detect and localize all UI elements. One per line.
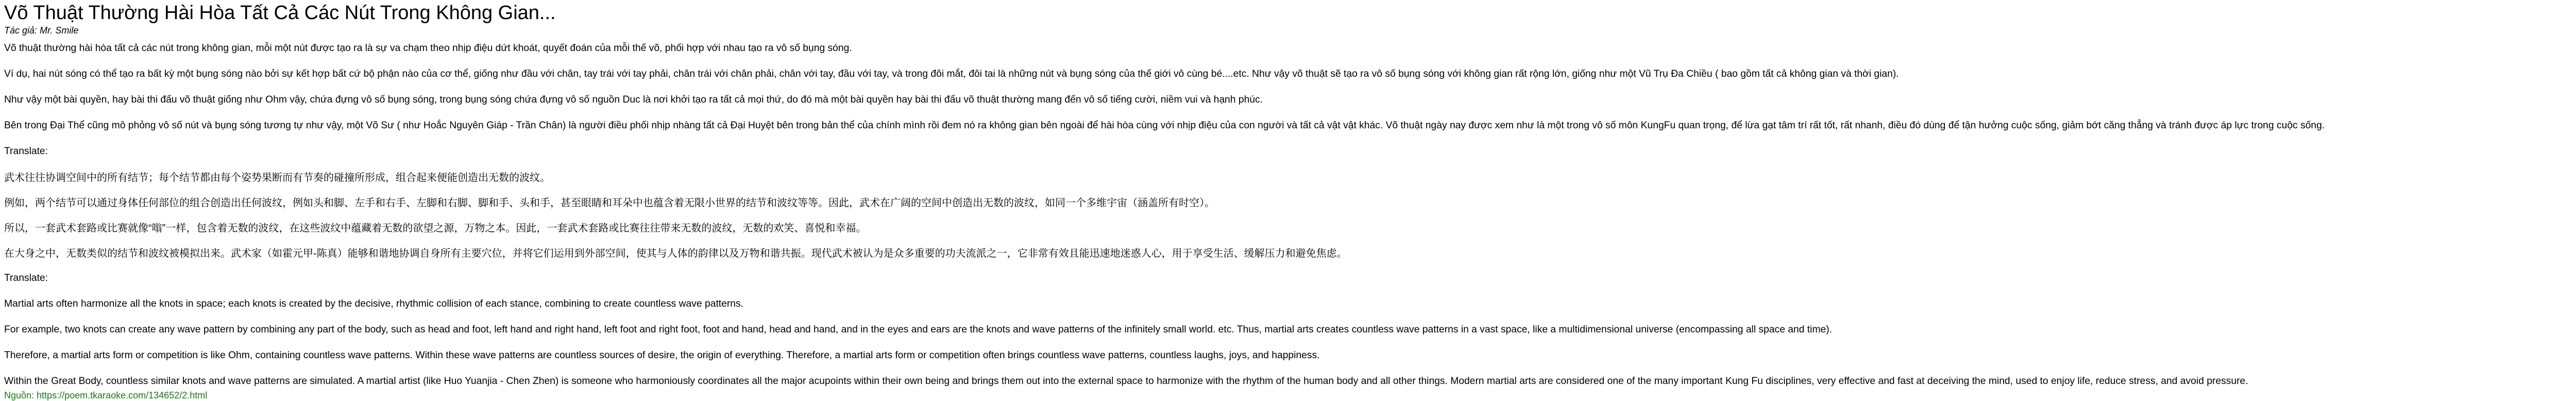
author-line: Tác giả: Mr. Smile	[4, 25, 79, 36]
vietnamese-paragraph: Như vậy một bài quyền, hay bài thi đấu võ thuật giống như Ohm vậy, chứa đựng vô số bụng sóng, trong bụng sóng chứa đựng vô số nguồn Duc là nơi khởi tạo ra tất cả mọi thứ, do đó mà một bài quyền hay bài thi đấu võ thuật thường mang đến vô số tiếng cười, niềm vui và hạnh phúc.	[4, 94, 1263, 105]
english-paragraph: Therefore, a martial arts form or competition is like Ohm, containing countless wave patterns. Within these wave patterns are countless sources of desire, the origin of everything. Therefore, a martial arts form or competition often brings countless wave patterns, countless laughs, joys, and happiness.	[4, 350, 1320, 361]
page-title: Võ Thuật Thường Hài Hòa Tất Cả Các Nút Trong Không Gian...	[4, 2, 556, 24]
source-url-link[interactable]: Nguồn: https://poem.tkaraoke.com/134652/2.html	[4, 390, 208, 400]
vietnamese-paragraph: Võ thuật thường hài hòa tất cả các nút trong không gian, mỗi một nút được tạo ra là sự va chạm theo nhịp điệu dứt khoát, quyết đoán của mỗi thế võ, phối hợp với nhau tạo ra vô số bụng sóng.	[4, 43, 852, 54]
vietnamese-paragraph: Ví dụ, hai nút sóng có thể tạo ra bất kỳ một bụng sóng nào bởi sự kết hợp bất cứ bộ phận nào của cơ thể, giống như đầu với chân, tay trái với tay phải, chân trái với chân phải, chân với tay, đầu với tay, và trong đôi mắt, đôi tai là những nút và bụng sóng của thế giới vô cùng bé....etc. Như vậy võ thuật sẽ tạo ra vô số bụng sóng với không gian rất rộng lớn, giống như một Vũ Trụ Đa Chiều ( bao gồm tất cả không gian và thời gian).	[4, 69, 1899, 79]
translate-label: Translate:	[4, 146, 48, 157]
english-paragraph: Within the Great Body, countless similar knots and wave patterns are simulated. A martial artist (like Huo Yuanjia - Chen Zhen) is someone who harmoniously coordinates all the major acupoints within their own being and brings them out into the external space to harmonize with the rhythm of the human body and all other things. Modern martial arts are considered one of the many important Kung Fu disciplines, very effective and fast at deceiving the mind, used to enjoy life, reduce stress, and avoid pressure.	[4, 376, 2248, 387]
chinese-paragraph: 在大身之中，无数类似的结节和波纹被模拟出来。武术家（如霍元甲-陈真）能够和谐地协调自身所有主要穴位，并将它们运用到外部空间，使其与人体的韵律以及万物和谐共振。现代武术被认为是众多重要的功夫流派之一，它非常有效且能迅速地迷惑人心，用于享受生活、缓解压力和避免焦虑。	[4, 248, 1347, 259]
english-paragraph: For example, two knots can create any wave pattern by combining any part of the body, such as head and foot, left hand and right hand, left foot and right foot, foot and hand, head and hand, and in the eyes and ears are the knots and wave patterns of the infinitely small world. etc. Thus, martial arts creates countless wave patterns in a vast space, like a multidimensional universe (encompassing all space and time).	[4, 324, 1833, 335]
vietnamese-paragraph: Bên trong Đại Thể cũng mô phỏng vô số nút và bụng sóng tương tự như vậy, một Võ Sư ( như Hoắc Nguyên Giáp - Trần Chân) là người điều phối nhịp nhàng tất cả Đại Huyệt bên trong bản thể của chính mình rồi đem nó ra không gian bên ngoài để hài hòa cùng với nhịp điệu của con người và tất cả vật vật khác. Võ thuật ngày nay được xem như là một trong vô số môn KungFu quan trọng, để lừa gạt tâm trí rất tốt, rất nhanh, điều đó dùng để tận hưởng cuộc sống, giảm bớt căng thẳng và tránh được áp lực trong cuộc sống.	[4, 120, 2325, 131]
chinese-paragraph: 例如，两个结节可以通过身体任何部位的组合创造出任何波纹，例如头和脚、左手和右手、左脚和右脚、脚和手、头和手，甚至眼睛和耳朵中也蕴含着无限小世界的结节和波纹等等。因此，武术在广阔的空间中创造出无数的波纹，如同一个多维宇宙（涵盖所有时空）。	[4, 197, 1215, 209]
translate-label: Translate:	[4, 273, 48, 283]
english-paragraph: Martial arts often harmonize all the knots in space; each knots is created by the decisive, rhythmic collision of each stance, combining to create countless wave patterns.	[4, 298, 744, 309]
source-link[interactable]	[4, 390, 2576, 401]
chinese-paragraph: 所以，一套武术套路或比赛就像“嗡”一样，包含着无数的波纹，在这些波纹中蕴藏着无数的欲望之源，万物之本。因此，一套武术套路或比赛往往带来无数的波纹，无数的欢笑、喜悦和幸福。	[4, 223, 867, 234]
chinese-paragraph: 武术往往协调空间中的所有结节；每个结节都由每个姿势果断而有节奏的碰撞所形成，组合起来便能创造出无数的波纹。	[4, 172, 550, 183]
